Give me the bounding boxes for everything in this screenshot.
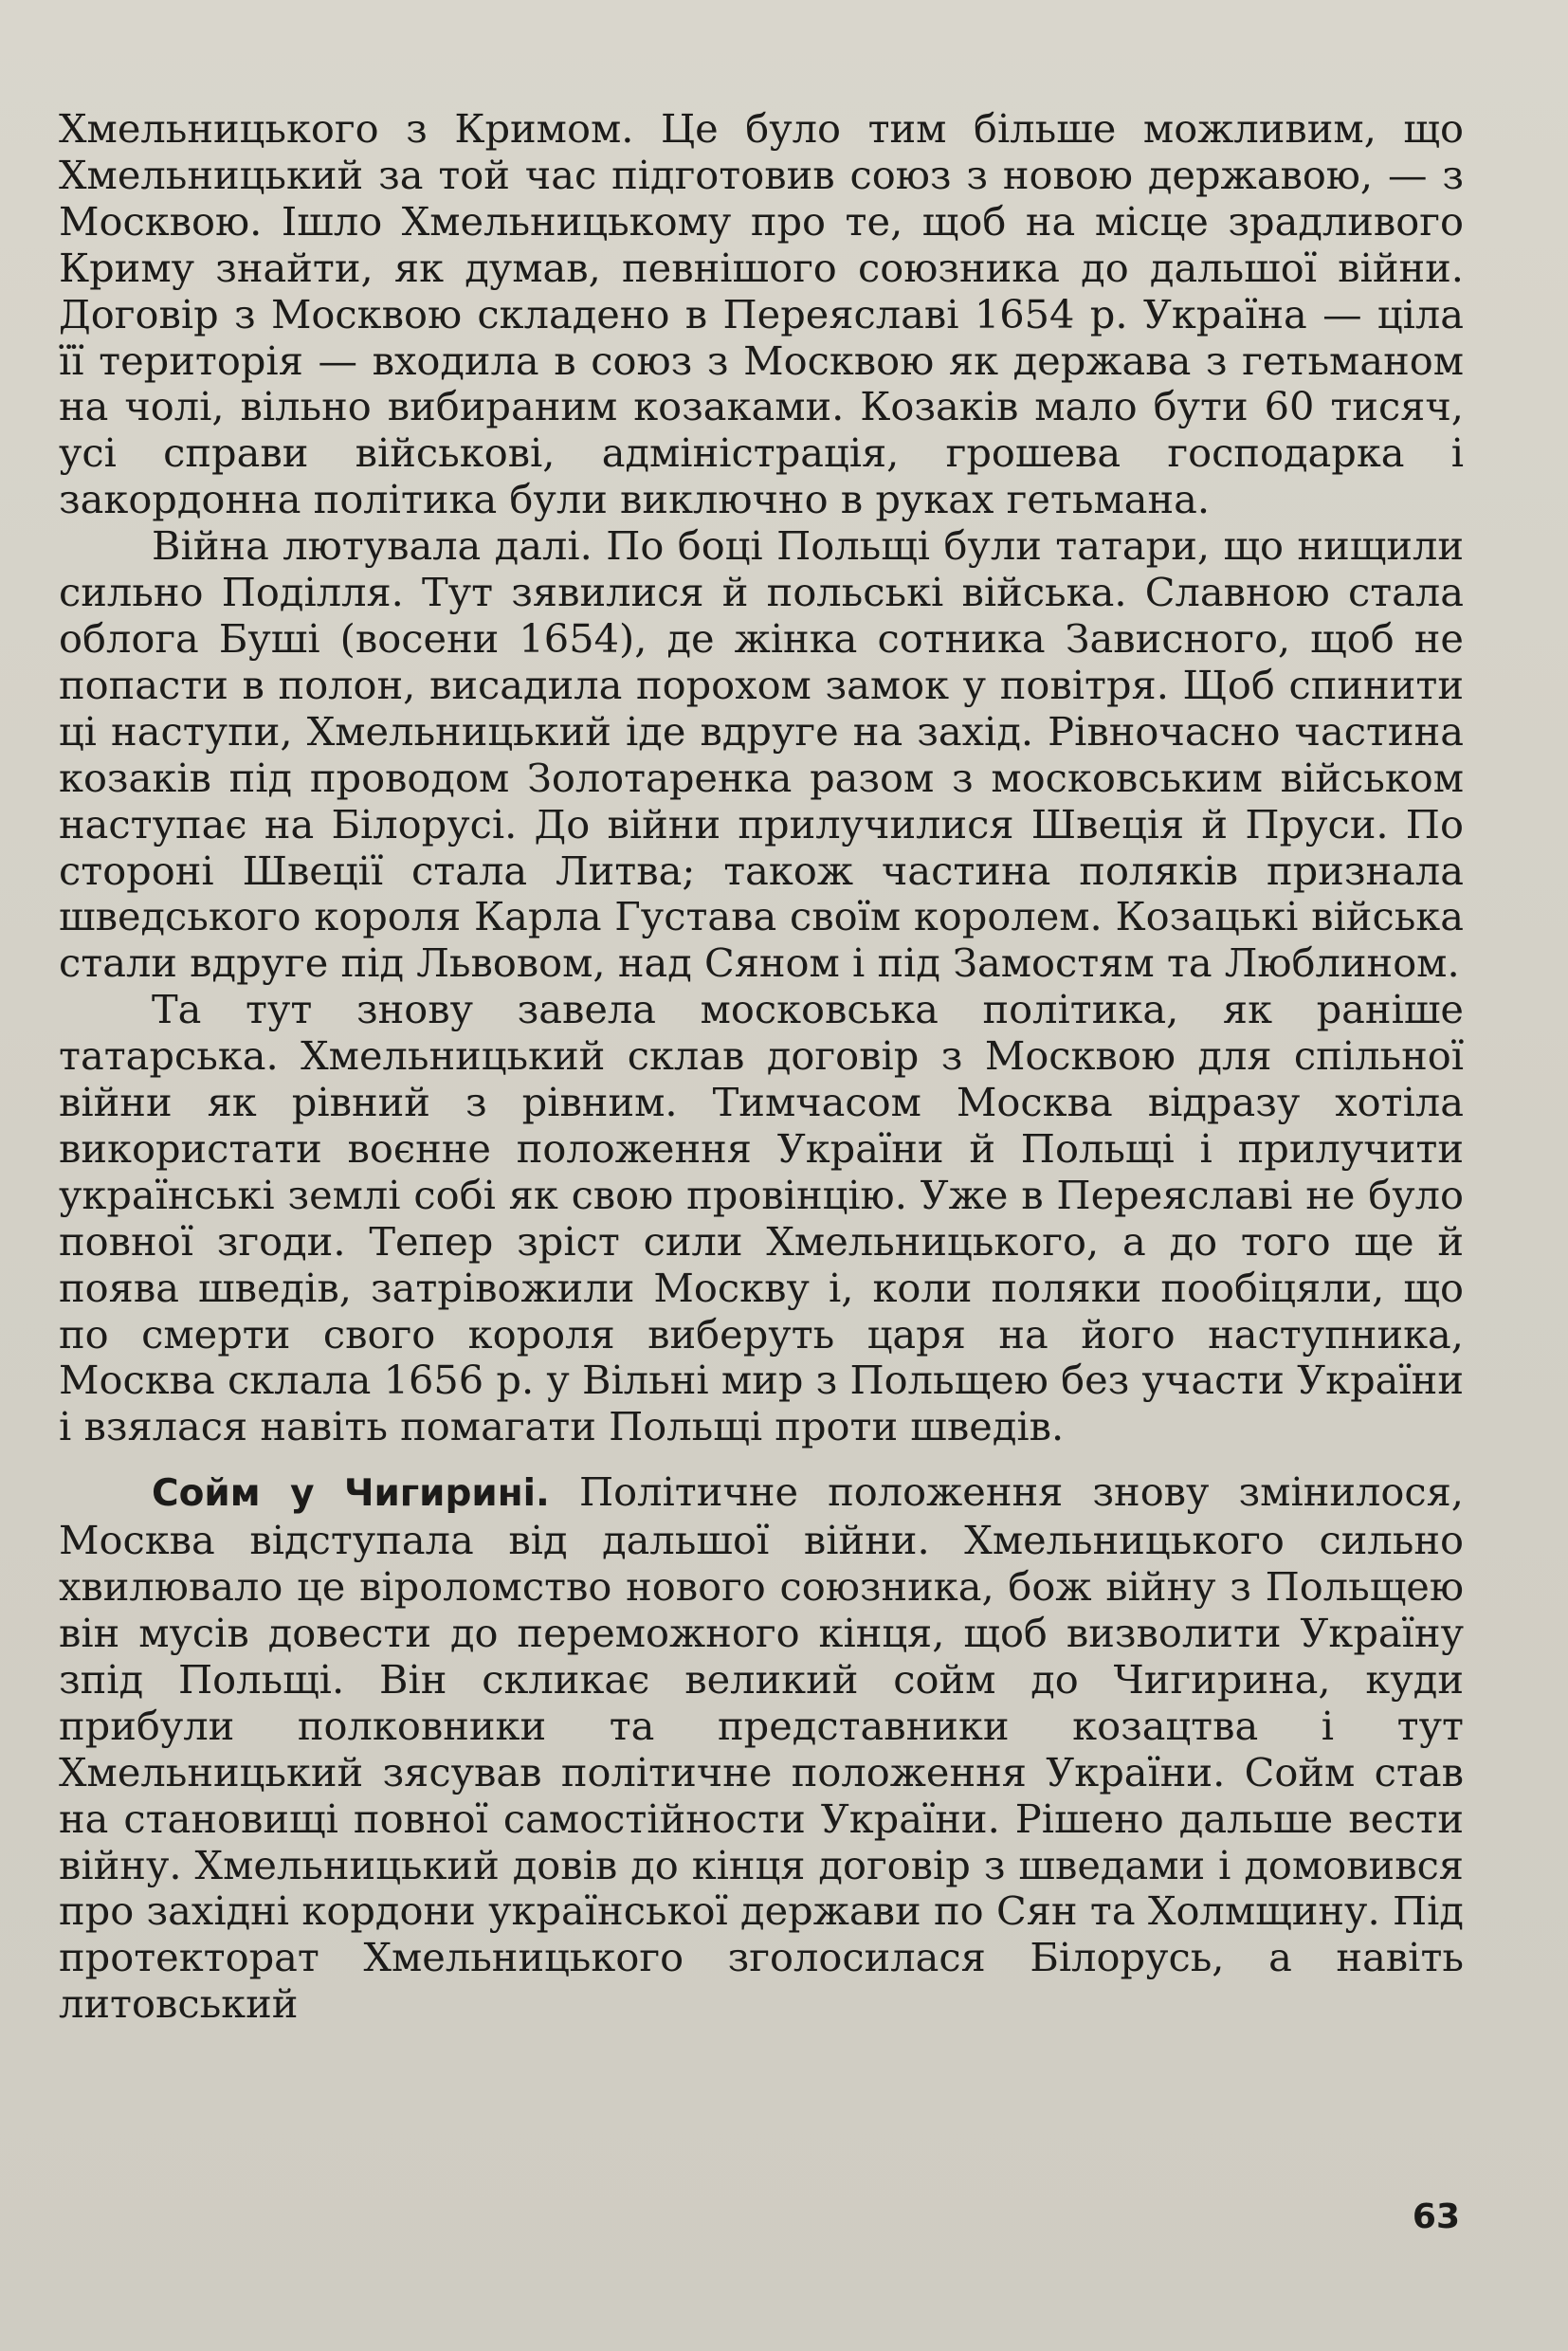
paragraph-1: Хмельницького з Кримом. Це було тим більше можливим, що Хмельницький за той час підготовив союз з новою державою, — з Москвою. Ішло Хмельницькому про те, щоб на місце зрадливого Криму знайти, як думав, певнішого союзника до дальшої війни. Договір з Москвою складено в Переяславі 1654 р. Україна — ціла її територія — входила в союз з Москвою як держава з гетьманом на чолі, вільно вибираним козаками. Козаків мало бути 60 тисяч, усі справи військові, адміністрація, грошева господарка і закордонна політика були виключно в руках гетьмана. [59,105,1464,523]
section-paragraph [59,1469,1464,2028]
section-heading: Сойм у Чигирині. [152,1472,550,1516]
section-text: Політичне положення знову змінилося, Москва відступала від дальшої війни. Хмельницького сильно хвилювало це віроломство нового союзника, бож війну з Польщею він мусів довести до переможного кінця, щоб визволити Україну зпід Польщі. Він скликає великий сойм до Чигирина, куди прибули полковники та представники козацтва і тут Хмельницький зясував політичне положення України. Сойм став на становищі повної самостійности України. Рішено дальше вести війну. Хмельницький довів до кінця договір з шведами і домовився про західні кордони української держави по Сян та Холмщину. Під протекторат Хмельницького зголосилася Білорусь, а навіть литовський [59,1468,1464,2028]
body-text [59,106,1464,2028]
paragraph-3: Та тут знову завела московська політика, як раніше татарська. Хмельницький склав договір з Москвою для спільної війни як рівний з рівним. Тимчасом Москва відразу хотіла використати воєнне положення України й Польщі і прилучити українські землі собі як свою провінцію. Уже в Переяславі не було повної згоди. Тепер зріст сили Хмельницького, а до того ще й поява шведів, затрівожили Москву і, коли поляки пообіцяли, що по смерти свого короля виберуть царя на його наступника, Москва склала 1656 р. у Вільні мир з Польщею без участи України і взялася навіть помагати Польщі проти шведів. [59,986,1464,1450]
paragraph-2: Війна лютувала далі. По боці Польщі були татари, що нищили сильно Поділля. Тут зявилися й польські війська. Славною стала облога Буші (восени 1654), де жінка сотника Зависного, щоб не попасти в полон, висадила порохом замок у повітря. Щоб спинити ці наступи, Хмельницький іде вдруге на захід. Рівночасно частина козаків під проводом Золотаренка разом з московським військом наступає на Білорусі. До війни прилучилися Швеція й Пруси. По стороні Швеції стала Литва; також частина поляків признала шведського короля Карла Густава своїм королем. Козацькі війська стали вдруге під Львовом, над Сяном і під Замостям та Люблином. [59,522,1464,987]
page-number: 63 [1412,2197,1460,2236]
